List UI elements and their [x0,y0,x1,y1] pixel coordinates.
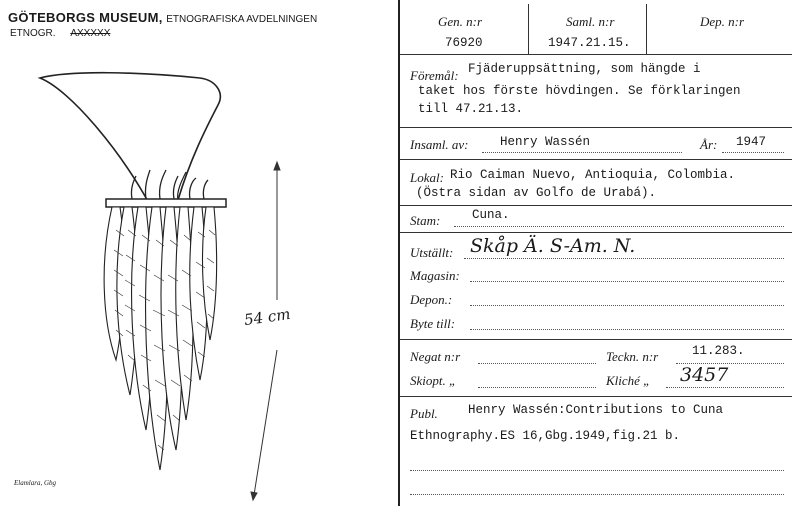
lokal-line-2: (Östra sidan av Golfo de Urabá). [416,186,657,200]
saml-label: Saml. n:r [566,14,615,29]
byte-label: Byte till: [410,316,456,331]
struck-text: AXXXXX [70,28,111,39]
saml-value: 1947.21.15. [548,36,631,50]
cross-stick [106,199,226,207]
insaml-value: Henry Wassén [500,135,591,149]
stam-label: Stam: [410,213,441,228]
feathers [104,207,217,470]
quill-tops [131,170,208,199]
department-name: ETNOGRAFISKA AVDELNINGEN [166,14,318,25]
utstallt-value: Skåp Ä. S-Am. N. [470,235,636,257]
lokal-line-1: Rio Caiman Nuevo, Antioquia, Colombia. [450,168,736,182]
skiopt-label: Skiopt. „ [410,373,457,388]
magasin-label: Magasin: [410,268,460,283]
foremal-line-3: till 47.21.13. [418,102,524,116]
publ-line-1: Henry Wassén:Contributions to Cuna [468,403,724,417]
gen-value: 76920 [445,36,483,50]
ar-label: År: [700,137,718,152]
utstallt-label: Utställt: [410,245,454,260]
ar-value: 1947 [736,135,767,149]
museum-name: GÖTEBORGS MUSEUM, [8,10,163,25]
teckn-label: Teckn. n:r [606,349,659,364]
gen-label: Gen. n:r [438,14,483,29]
catalog-card [400,0,800,506]
cliche-label: Kliché „ [606,373,651,388]
dep-label: Dep. n:r [700,14,745,29]
teckn-value: 11.283. [692,344,745,358]
artist-credit: Elamlara, Gbg [14,479,56,487]
insaml-label: Insaml. av: [410,137,469,152]
negat-label: Negat n:r [410,349,461,364]
foremal-line-1: Fjäderuppsättning, som hängde i [468,62,701,76]
cliche-value: 3457 [680,364,729,386]
depon-label: Depon.: [410,292,453,307]
lokal-label: Lokal: [410,170,444,185]
stam-value: Cuna. [472,208,510,222]
feather-drawing [0,0,398,506]
foremal-line-2: taket hos förste hövdingen. Se förklaringen [418,84,741,98]
hanging-cord [40,73,220,205]
measure-line [251,162,280,500]
size-label: 54 cm [242,304,292,330]
foremal-label: Föremål: [410,68,459,83]
etnogr-label: ETNOGR. [10,28,56,39]
publ-label: Publ. [410,406,438,421]
publ-line-2: Ethnography.ES 16,Gbg.1949,fig.21 b. [410,429,681,443]
